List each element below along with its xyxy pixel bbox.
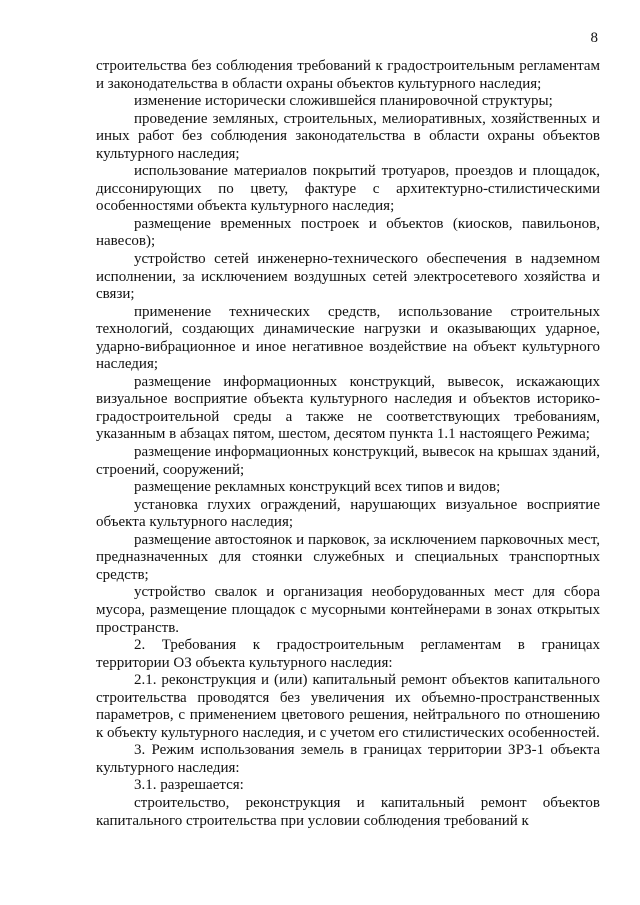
paragraph: 3.1. разрешается:: [134, 777, 244, 794]
paragraph: 3. Режим использования земель в границах территории ЗРЗ-1 объекта культурного наследия:: [96, 742, 600, 776]
paragraph: строительства без соблюдения требований к градостроительным регламентам и законодательства в области охраны объектов культурного наследия;: [96, 58, 600, 92]
page-number: 8: [590, 30, 598, 46]
paragraph: размещение информационных конструкций, вывесок на крышах зданий, строений, сооружений;: [96, 444, 600, 478]
paragraph: проведение земляных, строительных, мелиоративных, хозяйственных и иных работ без соблюдения законодательства в области охраны объектов культурного наследия;: [96, 110, 600, 162]
paragraph: размещение временных построек и объектов (киосков, павильонов, навесов);: [96, 215, 600, 250]
paragraph: устройство сетей инженерно-технического обеспечения в надземном исполнении, за исключением воздушных сетей электросетевого хозяйства и связи;: [96, 251, 600, 303]
paragraph: размещение автостоянок и парковок, за исключением парковочных мест, предназначенных для стоянки служебных и специальных транспортных средств;: [96, 531, 600, 583]
document-body: [96, 58, 600, 830]
paragraph: размещение информационных конструкций, вывесок, искажающих визуальное восприятие объекта культурного наследия и объектов историко-градостроительной среды а также не соответствующих требованиям, указанным в абзацах пятом, шестом, десятом пункта 1.1 настоящего Режима;: [96, 373, 600, 443]
paragraph: размещение рекламных конструкций всех типов и видов;: [134, 479, 501, 496]
paragraph: 2. Требования к градостроительным регламентам в границах территории ОЗ объекта культурного наследия:: [96, 637, 600, 671]
paragraph: установка глухих ограждений, нарушающих визуальное восприятие объекта культурного наследия;: [96, 496, 600, 531]
paragraph: изменение исторически сложившейся планировочной структуры;: [134, 93, 553, 110]
paragraph: устройство свалок и организация необорудованных мест для сбора мусора, размещение площадок с мусорными контейнерами в зонах открытых пространств.: [96, 584, 600, 636]
paragraph: использование материалов покрытий тротуаров, проездов и площадок, диссонирующих по цвету, фактуре с архитектурно-стилистическими особенностями объекта культурного наследия;: [96, 163, 600, 215]
paragraph: применение технических средств, использование строительных технологий, создающих динамические нагрузки и оказывающих ударное, ударно-вибрационное и иное негативное воздействие на объект культурного наследия;: [96, 303, 600, 373]
paragraph: строительство, реконструкция и капитальный ремонт объектов капитального строительства при условии соблюдения требований к: [96, 794, 600, 829]
paragraph: 2.1. реконструкция и (или) капитальный ремонт объектов капитального строительства проводятся без увеличения их объемно-пространственных параметров, с применением цветового решения, нейтрального по отношению к объекту культурного наследия, и с учетом его стилистических особенностей.: [96, 672, 600, 741]
